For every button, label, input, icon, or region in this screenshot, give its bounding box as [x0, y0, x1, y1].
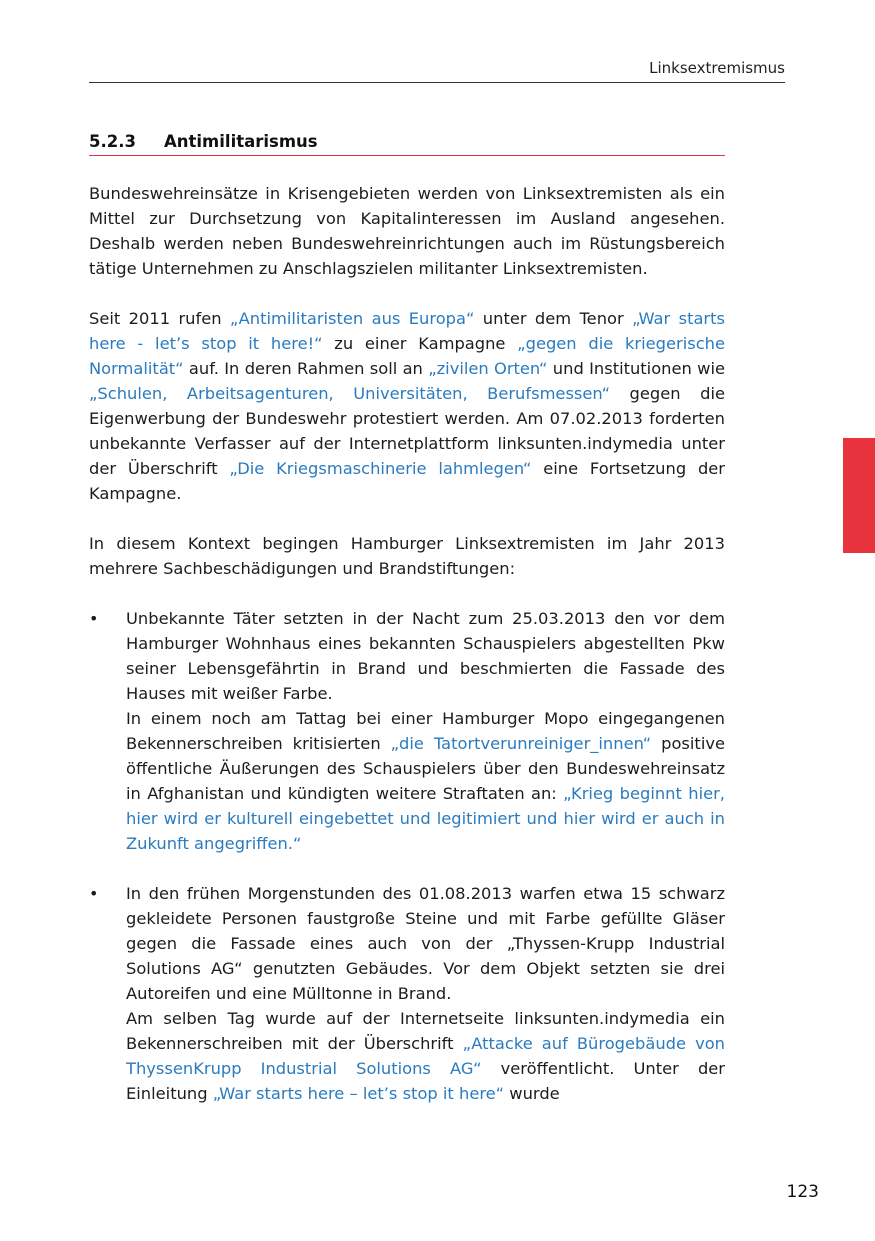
chapter-tab-marker [843, 438, 875, 553]
bullet-paragraph [126, 1006, 725, 1106]
quote: „gegen die kriegerische Normalität“ [89, 334, 725, 378]
section-title: Antimilitarismus [164, 132, 318, 151]
text-span: wurde [504, 1084, 560, 1103]
bullet-paragraph [126, 706, 725, 856]
section-heading [89, 131, 725, 153]
paragraph-context: In diesem Kontext begingen Hamburger Linksextremisten im Jahr 2013 mehrere Sachbeschädigungen und Brandstiftungen: [89, 534, 725, 578]
bullet-marker: • [89, 609, 99, 628]
text-span: eine Fortsetzung der Kampagne. [89, 459, 725, 503]
quote: „Die Kriegsmaschinerie lahmlegen“ [229, 459, 532, 478]
quote: „Schulen, Arbeitsagenturen, Universitäten, Berufsmessen“ [89, 384, 611, 403]
section-rule [89, 155, 725, 156]
incident-list [89, 606, 725, 1106]
text-span: In einem noch am Tattag bei einer Hamburger Mopo eingegangenen Bekennerschreiben kritisierten [126, 709, 725, 753]
paragraph-intro: Bundeswehreinsätze in Krisengebieten werden von Linksextremisten als ein Mittel zur Durchsetzung von Kapitalinteressen im Ausland angesehen. Deshalb werden neben Bundeswehreinrichtungen auch im Rüstungsbereich tätige Unternehmen zu Anschlagszielen militanter Linksextremisten. [89, 184, 725, 278]
text-span: veröffentlicht. Unter der Einleitung [126, 1059, 725, 1103]
body-text [89, 181, 725, 1131]
text-span: und Institutionen wie [547, 359, 725, 378]
bullet-paragraph: Unbekannte Täter setzten in der Nacht zum 25.03.2013 den vor dem Hamburger Wohnhaus eines bekannten Schauspielers abgestellten Pkw seiner Lebensgefährtin in Brand und beschmierten die Fassade des Hauses mit weißer Farbe. [126, 609, 725, 703]
quote: „die Tatortverunreiniger_innen“ [390, 734, 652, 753]
running-head: Linksextremismus [649, 59, 785, 77]
paragraph-campaign [89, 306, 725, 506]
list-item [89, 606, 725, 856]
quote: „War starts here - let’s stop it here!“ [89, 309, 725, 353]
text-span: positive öffentliche Äußerungen des Schauspielers über den Bundeswehreinsatz in Afghanistan und kündigten weitere Straftaten an: [126, 734, 725, 803]
quote: „zivilen Orten“ [428, 359, 548, 378]
quote: „Attacke auf Bürogebäude von ThyssenKrupp Industrial Solutions AG“ [126, 1034, 725, 1078]
section-number: 5.2.3 [89, 132, 136, 151]
quote: „Krieg beginnt hier, hier wird er kulturell eingebettet und legitimiert und hier wird er auch in Zukunft angegriffen.“ [126, 784, 725, 853]
text-span: gegen die Eigenwerbung der Bundeswehr protestiert werden. Am 07.02.2013 forderten unbekannte Verfasser auf der Internetplattform linksunten.indymedia unter der Überschrift [89, 384, 726, 478]
text-span: Am selben Tag wurde auf der Internetseite linksunten.indymedia ein Bekennerschreiben mit der Überschrift [126, 1009, 725, 1053]
text-span: zu einer Kampagne [322, 334, 518, 353]
header-rule [89, 82, 785, 83]
quote: „War starts here – let’s stop it here“ [212, 1084, 505, 1103]
page-number: 123 [786, 1182, 819, 1202]
text-span: Seit 2011 rufen [89, 309, 230, 328]
quote: „Antimilitaristen aus Europa“ [229, 309, 475, 328]
text-span: unter dem Tenor [474, 309, 633, 328]
text-span: auf. In deren Rahmen soll an [183, 359, 429, 378]
bullet-marker: • [89, 884, 99, 903]
list-item [89, 881, 725, 1106]
bullet-paragraph: In den frühen Morgenstunden des 01.08.2013 warfen etwa 15 schwarz gekleidete Personen faustgroße Steine und mit Farbe gefüllte Gläser gegen die Fassade eines auch von der „Thyssen-Krupp Industrial Solutions AG“ genutzten Gebäudes. Vor dem Objekt setzten sie drei Autoreifen und eine Mülltonne in Brand. [126, 884, 725, 1003]
